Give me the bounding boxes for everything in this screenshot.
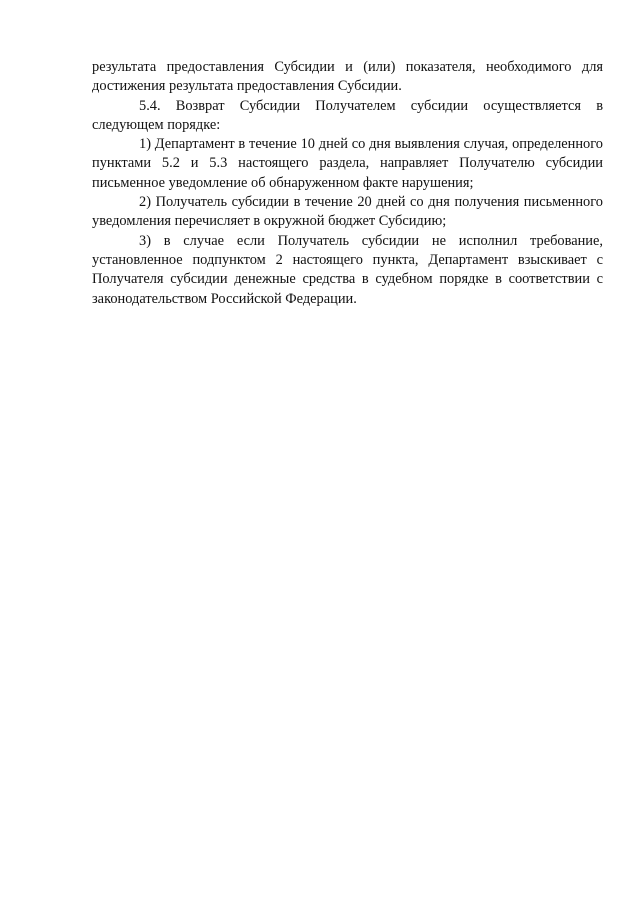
paragraph-continuation: результата предоставления Субсидии и (или) показателя, необходимого для достижения результата предоставления Субсидии. — [92, 59, 603, 95]
paragraph-item-2: 2) Получатель субсидии в течение 20 дней со дня получения письменного уведомления перечисляет в окружной бюджет Субсидию; — [92, 194, 603, 230]
paragraph-item-1: 1) Департамент в течение 10 дней со дня выявления случая, определенного пунктами 5.2 и 5.3 настоящего раздела, направляет Получателю субсидии письменное уведомление об обнаруженном факте нарушения; — [92, 136, 603, 191]
document-body — [92, 58, 603, 309]
paragraph-5-4-heading: 5.4. Возврат Субсидии Получателем субсидии осуществляется в следующем порядке: — [92, 97, 603, 133]
paragraph-item-3: 3) в случае если Получатель субсидии не исполнил требование, установленное подпунктом 2 настоящего пункта, Департамент взыскивает с Получателя субсидии денежные средства в судебном порядке в соответствии с законодательством Российской Федерации. — [92, 232, 603, 307]
